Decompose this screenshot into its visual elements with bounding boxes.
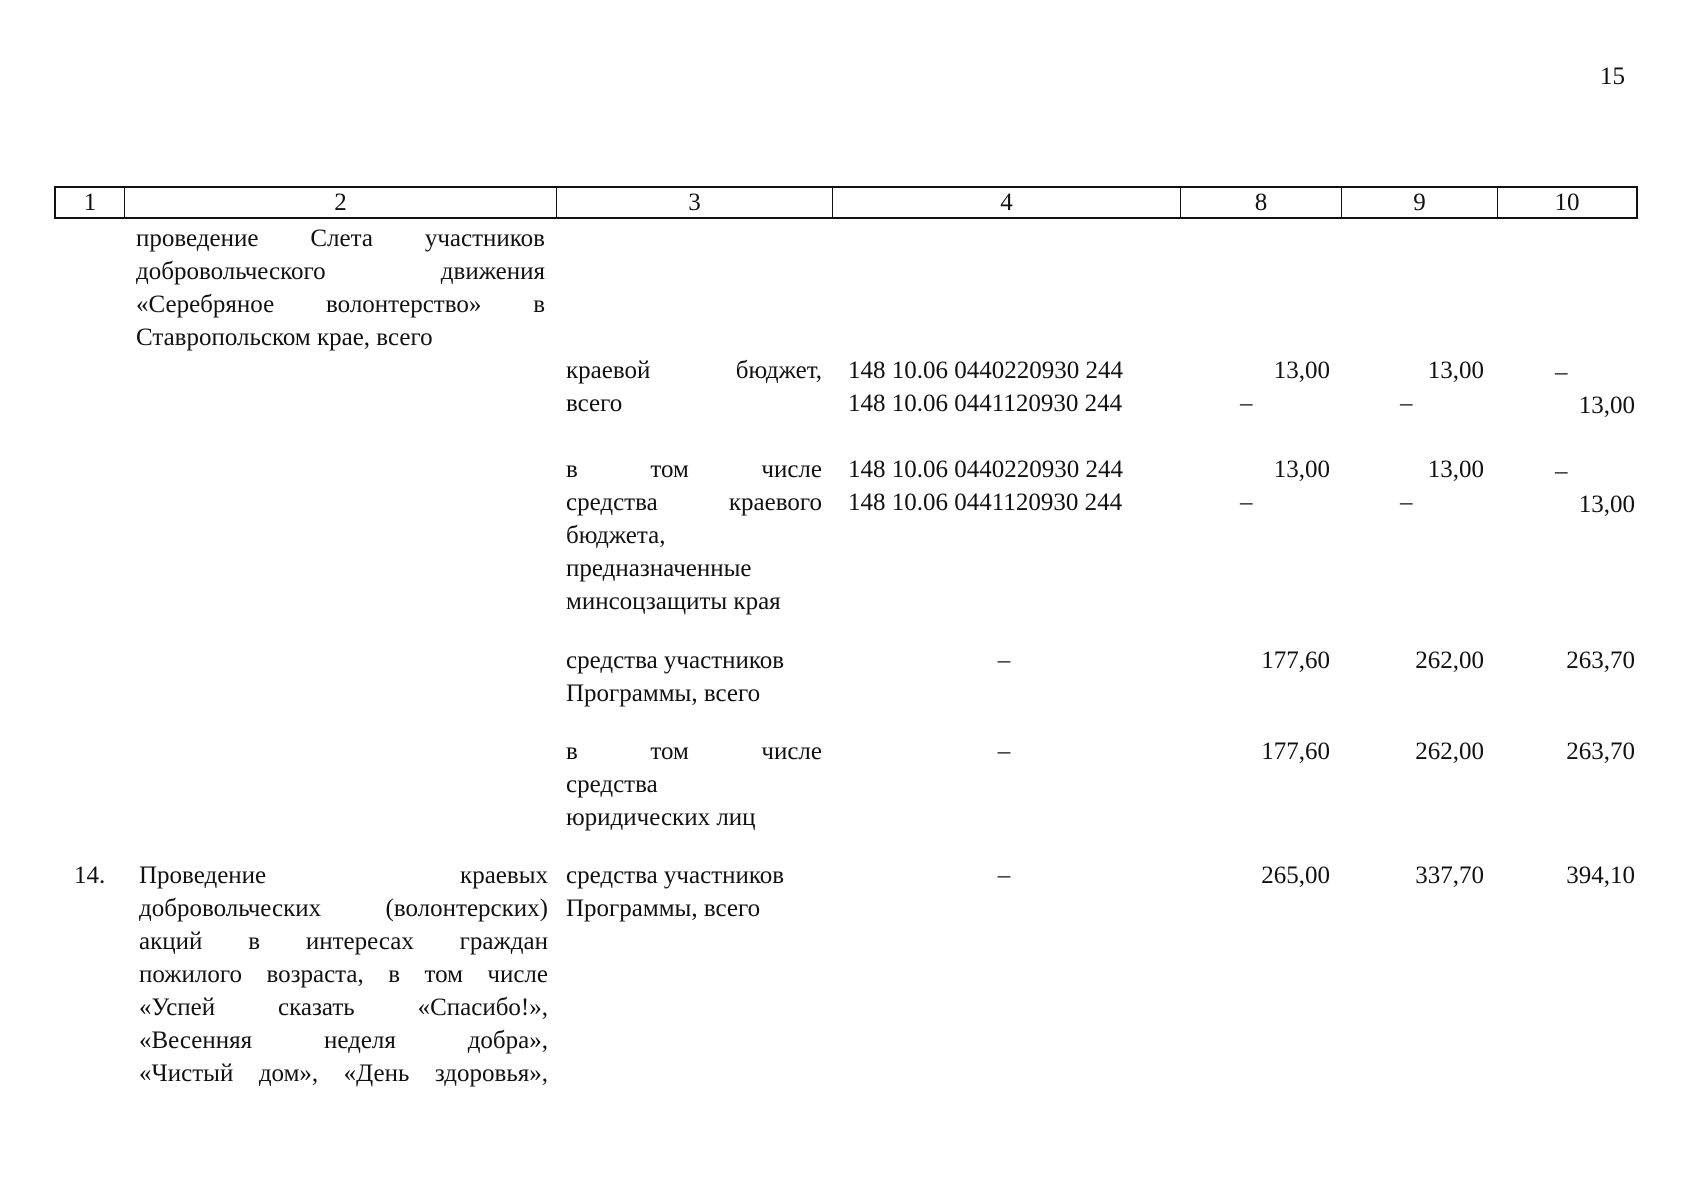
source-label-line: средства участников [566, 862, 785, 889]
header-col-4: 4 [833, 188, 1181, 217]
budget-code: 148 10.06 0440220930 244 [848, 456, 1123, 483]
value-col10: 13,00 [1578, 392, 1635, 419]
source-label-line: средства участников [566, 647, 785, 674]
budget-code: 148 10.06 0440220930 244 [848, 357, 1123, 384]
source-label-line: юридических лиц [566, 804, 756, 831]
budget-code: 148 10.06 0441120930 244 [848, 390, 1123, 417]
value-col8: 13,00 [1273, 357, 1330, 384]
source-label-line: в том числе [566, 456, 822, 483]
value-col10: 263,70 [1566, 738, 1635, 765]
value-col9: 262,00 [1415, 647, 1484, 674]
value-col8: – [1240, 390, 1253, 417]
budget-code: – [997, 862, 1011, 889]
value-col10: – [1555, 458, 1568, 485]
header-col-8: 8 [1181, 188, 1342, 217]
value-col9: 13,00 [1427, 357, 1484, 384]
header-col-2: 2 [125, 188, 557, 217]
value-col9: 337,70 [1415, 862, 1484, 889]
item14-title-line: Проведение краевых [139, 862, 548, 889]
value-col9: – [1400, 390, 1413, 417]
source-label-line: средства краевого [566, 489, 822, 516]
value-col8: 265,00 [1261, 862, 1330, 889]
header-col-1: 1 [56, 188, 125, 217]
value-col8: 177,60 [1261, 738, 1330, 765]
block1-title-line: проведение Слета участников [136, 225, 545, 252]
item14-title-line: «Весенняя неделя добра», [139, 1027, 548, 1054]
source-label-line: средства [566, 771, 658, 798]
source-label-line: Программы, всего [566, 680, 761, 707]
value-col9: 13,00 [1427, 456, 1484, 483]
item14-title-line: добровольческих (волонтерских) [139, 895, 548, 922]
item14-title-line: «Чистый дом», «День здоровья», [139, 1060, 548, 1087]
value-col8: – [1240, 489, 1253, 516]
table-header-row [54, 186, 1638, 219]
item-number: 14. [74, 862, 106, 889]
budget-code: – [997, 647, 1011, 674]
source-label-line: бюджета, [566, 522, 666, 549]
source-label-line: в том числе [566, 738, 822, 765]
value-col9: – [1400, 489, 1413, 516]
block1-title-line: добровольческого движения [136, 258, 545, 285]
block1-title-line: Ставропольском крае, всего [136, 324, 433, 351]
value-col8: 177,60 [1261, 647, 1330, 674]
value-col9: 262,00 [1415, 738, 1484, 765]
page-number: 15 [1600, 63, 1625, 90]
header-col-9: 9 [1342, 188, 1498, 217]
budget-code: 148 10.06 0441120930 244 [848, 489, 1123, 516]
item14-title-line: «Успей сказать «Спасибо!», [139, 994, 548, 1021]
source-label-line: всего [566, 390, 623, 417]
source-label-line: краевой бюджет, [566, 357, 822, 384]
source-label-line: минсоцзащиты края [566, 588, 781, 615]
item14-title-line: пожилого возраста, в том числе [139, 961, 548, 988]
value-col10: – [1555, 359, 1568, 386]
header-col-3: 3 [557, 188, 833, 217]
source-label-line: предназначенные [566, 555, 752, 582]
value-col10: 13,00 [1578, 491, 1635, 518]
item14-title-line: акций в интересах граждан [139, 928, 548, 955]
budget-code: – [997, 738, 1011, 765]
block1-title-line: «Серебряное волонтерство» в [136, 291, 545, 318]
value-col10: 394,10 [1566, 862, 1635, 889]
source-label-line: Программы, всего [566, 895, 761, 922]
header-col-10: 10 [1554, 189, 1580, 216]
value-col8: 13,00 [1273, 456, 1330, 483]
value-col10: 263,70 [1566, 647, 1635, 674]
